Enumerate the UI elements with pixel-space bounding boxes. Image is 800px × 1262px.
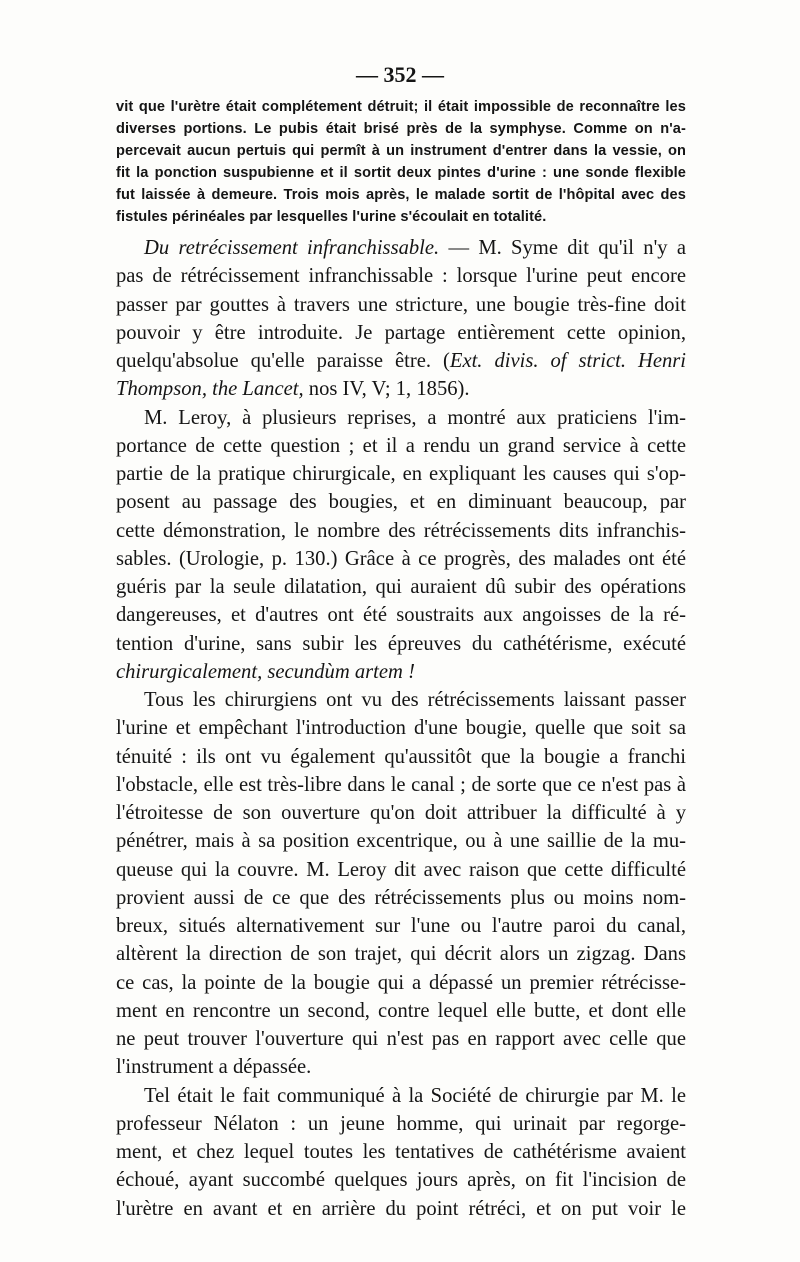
text-line: ce cas, la pointe de la bougie qui a dépassé un premier rétrécisse- [116, 971, 686, 994]
text-line: passer par gouttes à travers une stricture, une bougie très-fine doit [116, 293, 686, 316]
text-line: portance de cette question ; et il a rendu un grand service à cette [116, 434, 686, 457]
text-line: posent au passage des bougies, et en diminuant beaucoup, par [116, 491, 686, 514]
heading-continuation: — M. Syme dit qu'il n'y a [439, 237, 686, 259]
text-line: fit la ponction suspubienne et il sortit deux pintes d'urine : une sonde flexible [116, 165, 686, 181]
italic-phrase: chirurgicalement, secundùm artem ! [116, 660, 415, 683]
page-number: — 352 — [356, 62, 444, 87]
text-line: sables. (Urologie, p. 130.) Grâce à ce progrès, des malades ont été [116, 547, 686, 570]
text-line: ténuité : ils ont vu également qu'aussitôt que la bougie a franchi [116, 745, 686, 768]
text-line: guéris par la seule dilatation, qui auraient dû subir des opérations [116, 576, 686, 598]
text-line: breux, situés alternativement sur l'une ou l'autre paroi du canal, [116, 915, 686, 937]
text-line: ne peut trouver l'ouverture qui n'est pas en rapport avec celle que [116, 1028, 686, 1050]
text-line: ment, et chez lequel toutes les tentatives de cathétérisme avaient [116, 1141, 686, 1163]
citation-lead: quelqu'absolue qu'elle paraisse être. ( [116, 350, 450, 372]
small-print-paragraph [116, 96, 686, 228]
text-line: l'urine et empêchant l'introduction d'une bougie, quelle que soit sa [116, 717, 686, 740]
citation-source: Thompson, the Lancet, [116, 378, 304, 401]
text-line: professeur Nélaton : un jeune homme, qui urinait par regorge- [116, 1112, 686, 1135]
text-line: altèrent la direction de son trajet, qui décrit alors un zigzag. Dans [116, 943, 686, 966]
text-line: tention d'urine, sans subir les épreuves du cathétérisme, exécuté [116, 632, 686, 655]
text-line: partie de la pratique chirurgicale, en expliquant les causes qui s'op- [116, 463, 686, 485]
text-line: pénétrer, mais à sa position excentrique, ou à une saillie de la mu- [116, 830, 686, 853]
citation-line [116, 347, 686, 375]
text-line: fistules périnéales par lesquelles l'urine s'écoulait en totalité. [116, 209, 547, 225]
text-line: pouvoir y être introduite. Je partage entièrement cette opinion, [116, 321, 686, 344]
text-line: percevait aucun pertuis qui permît à un instrument d'entrer dans la vessie, on [116, 143, 686, 159]
text-line: l'urètre en avant et en arrière du point rétréci, et on put voir le [116, 1197, 686, 1220]
text-line: pas de rétrécissement infranchissable : lorsque l'urine peut encore [116, 265, 686, 288]
text-line: Tous les chirurgiens ont vu des rétrécissements laissant passer [144, 689, 686, 711]
text-line: échoué, ayant succombé quelques jours après, on fit l'incision de [116, 1169, 686, 1192]
section-heading: Du retrécissement infranchissable. [144, 237, 440, 259]
text-line: ment en rencontre un second, contre lequel elle butte, et dont elle [116, 999, 686, 1022]
citation-issue: nos IV, V; 1, 1856). [303, 378, 470, 401]
text-line: l'obstacle, elle est très-libre dans le canal ; de sorte que ce n'est pas à [116, 773, 686, 796]
text-line: Tel était le fait communiqué à la Société de chirurgie par M. le [144, 1084, 686, 1107]
text-line: cette démonstration, le nombre des rétrécissements dits infranchis- [116, 519, 686, 542]
main-text [116, 234, 686, 1223]
italic-line [116, 658, 686, 686]
text-line: dangereuses, et d'autres ont été soustraits aux angoisses de la ré- [116, 604, 686, 627]
text-line: diverses portions. Le pubis était brisé près de la symphyse. Comme on n'a- [116, 121, 686, 137]
section-heading-line [116, 234, 686, 262]
text-line: vit que l'urètre était complétement détruit; il était impossible de reconnaître les [116, 99, 686, 115]
text-line: M. Leroy, à plusieurs reprises, a montré aux praticiens l'im- [144, 406, 686, 429]
text-line: provient aussi de ce que des rétrécissements plus ou moins nom- [116, 886, 686, 909]
citation-line [116, 375, 686, 403]
text-line: fut laissée à demeure. Trois mois après, le malade sortit de l'hôpital avec des [116, 187, 686, 203]
text-line: queuse qui la couvre. M. Leroy dit avec raison que cette difficulté [116, 858, 686, 881]
citation-title: Ext. divis. of strict. Henri [449, 350, 686, 372]
text-line: l'instrument a dépassée. [116, 1056, 312, 1079]
text-line: l'étroitesse de son ouverture qu'on doit attribuer la difficulté à y [116, 802, 686, 824]
